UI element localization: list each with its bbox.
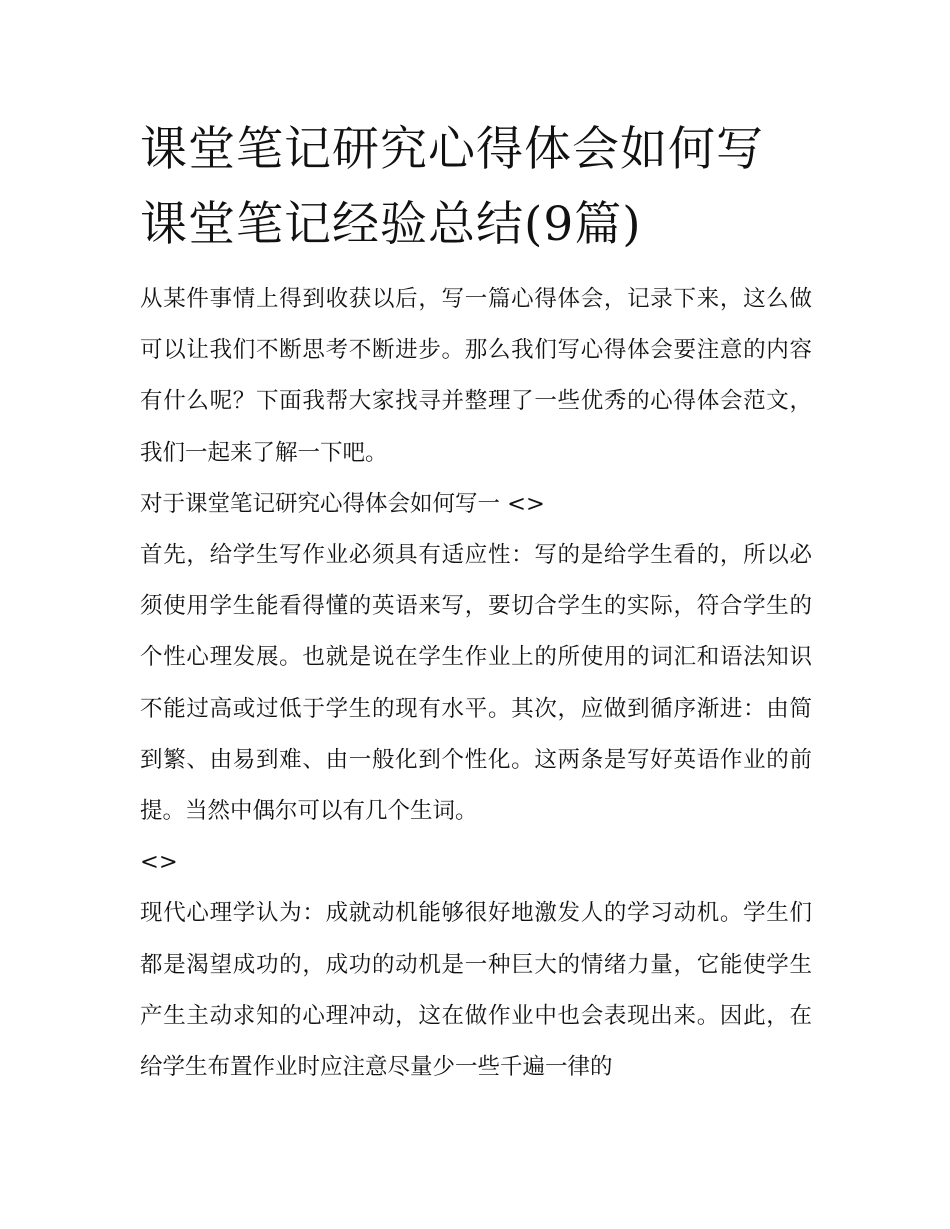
body-paragraph-1: 首先，给学生写作业必须具有适应性：写的是给学生看的，所以必须使用学生能看得懂的英语来写，要切合学生的实际，符合学生的个性心理发展。也就是说在学生作业上的所使用的词汇和语法知识不能过高或过低于学生的现有水平。其次，应做到循序渐进：由简到繁、由易到难、由一般化到个性化。这两条是写好英语作业的前提。当然中偶尔可以有几个生词。	[140, 542, 812, 825]
title-line-1: 课堂笔记研究心得体会如何写	[140, 122, 764, 177]
intro-paragraph: 从某件事情上得到收获以后，写一篇心得体会，记录下来，这么做可以让我们不断思考不断进步。那么我们写心得体会要注意的内容有什么呢？下面我帮大家找寻并整理了一些优秀的心得体会范文，我们一起来了解一下吧。	[140, 286, 812, 466]
document-page	[140, 112, 812, 1093]
title-line-2: 课堂笔记经验总结(9篇)	[140, 197, 642, 252]
document-title	[140, 112, 812, 262]
section-heading: 对于课堂笔记研究心得体会如何写一 <>	[140, 490, 545, 517]
placeholder-marker: <>	[140, 849, 178, 876]
body-paragraph-2: 现代心理学认为：成就动机能够很好地激发人的学习动机。学生们都是渴望成功的，成功的动机是一种巨大的情绪力量，它能使学生产生主动求知的心理冲动，这在做作业中也会表现出来。因此，在给学生布置作业时应注意尽量少一些千遍一律的	[140, 900, 812, 1081]
